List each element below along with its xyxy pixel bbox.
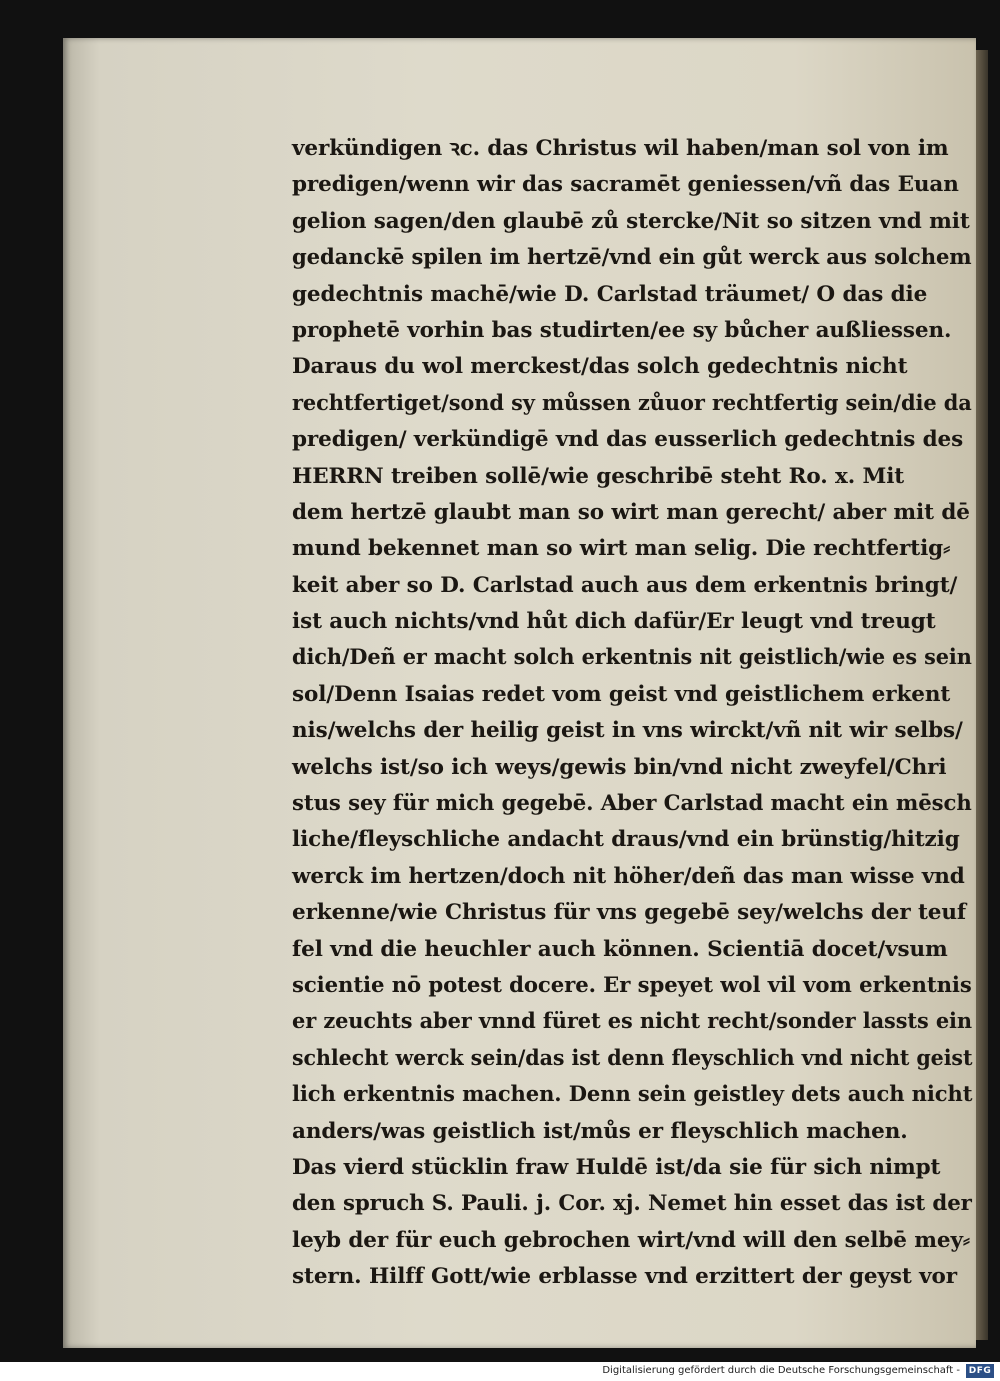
- text-line: fel vnd die heuchler auch können. Scientiā docet/vsum: [292, 936, 948, 962]
- text-line: den spruch S. Pauli. j. Cor. xj. Nemet hin esset das ist der: [292, 1191, 972, 1217]
- text-line: ist auch nichts/vnd hůt dich dafür/Er leugt vnd treugt: [292, 609, 936, 635]
- text-line: lich erkentnis machen. Denn sein geistley dets auch nicht: [292, 1082, 973, 1108]
- text-line: sol/Denn Isaias redet vom geist vnd geistlichem erkent: [292, 681, 951, 707]
- book-page: [63, 38, 976, 1348]
- dfg-logo: DFG: [966, 1364, 994, 1378]
- text-line: stus sey für mich gegebē. Aber Carlstad macht ein mēsch: [292, 791, 972, 817]
- text-line: dich/Deñ er macht solch erkentnis nit geistlich/wie es sein: [292, 645, 972, 671]
- text-line: werck im hertzen/doch nit höher/deñ das man wisse vnd: [292, 863, 965, 889]
- text-line: schlecht werck sein/das ist denn fleyschlich vnd nicht geist: [292, 1045, 973, 1071]
- text-line: predigen/ verkündigē vnd das eusserlich gedechtnis des: [292, 427, 964, 453]
- text-line: dem hertzē glaubt man so wirt man gerecht/ aber mit dē: [292, 499, 970, 525]
- funding-credit: Digitalisierung gefördert durch die Deutsche Forschungsgemeinschaft -: [602, 1365, 960, 1376]
- text-line: gedanckē spilen im hertzē/vnd ein gůt werck aus solchem: [292, 245, 972, 271]
- text-line: keit aber so D. Carlstad auch aus dem erkentnis bringt/: [292, 572, 958, 598]
- text-line: scientie nō potest docere. Er speyet wol vil vom erkentnis: [292, 972, 972, 998]
- text-line: rechtfertiget/sond sy můssen zůuor rechtfertig sein/die da: [292, 390, 972, 416]
- text-line: prophetē vorhin bas studirten/ee sy bůcher außliessen.: [292, 317, 952, 343]
- text-line: welchs ist/so ich weys/gewis bin/vnd nicht zweyfel/Chri: [292, 754, 947, 780]
- text-line: stern. Hilff Gott/wie erblasse vnd erzittert der geyst vor: [292, 1264, 957, 1290]
- text-line: Das vierd stücklin fraw Huldē ist/da sie für sich nimpt: [292, 1154, 941, 1180]
- text-line: anders/was geistlich ist/můs er fleyschlich machen.: [292, 1118, 908, 1144]
- text-line: gelion sagen/den glaubē zů stercke/Nit so sitzen vnd mit: [292, 208, 970, 234]
- page-text: [292, 131, 972, 1296]
- text-line: mund bekennet man so wirt man selig. Die rechtfertig⸗: [292, 536, 951, 562]
- footer-bar: [0, 1362, 1000, 1381]
- text-line: HERRN treiben sollē/wie geschribē steht Ro. x. Mit: [292, 463, 905, 489]
- text-line: erkenne/wie Christus für vns gegebē sey/welchs der teuf: [292, 900, 967, 926]
- text-line: gedechtnis machē/wie D. Carlstad träumet/ O das die: [292, 281, 928, 307]
- text-line: predigen/wenn wir das sacramēt geniessen/vñ das Euan: [292, 172, 959, 198]
- text-line: leyb der für euch gebrochen wirt/vnd will den selbē mey⸗: [292, 1227, 970, 1253]
- text-line: Daraus du wol merckest/das solch gedechtnis nicht: [292, 354, 908, 380]
- text-line: liche/fleyschliche andacht draus/vnd ein brünstig/hitzig: [292, 827, 960, 853]
- text-line: verkündigen ꝛc. das Christus wil haben/man sol von im: [292, 136, 949, 161]
- text-line: nis/welchs der heilig geist in vns wirckt/vñ nit wir selbs/: [292, 718, 963, 744]
- text-line: er zeuchts aber vnnd füret es nicht recht/sonder lassts ein: [292, 1009, 973, 1035]
